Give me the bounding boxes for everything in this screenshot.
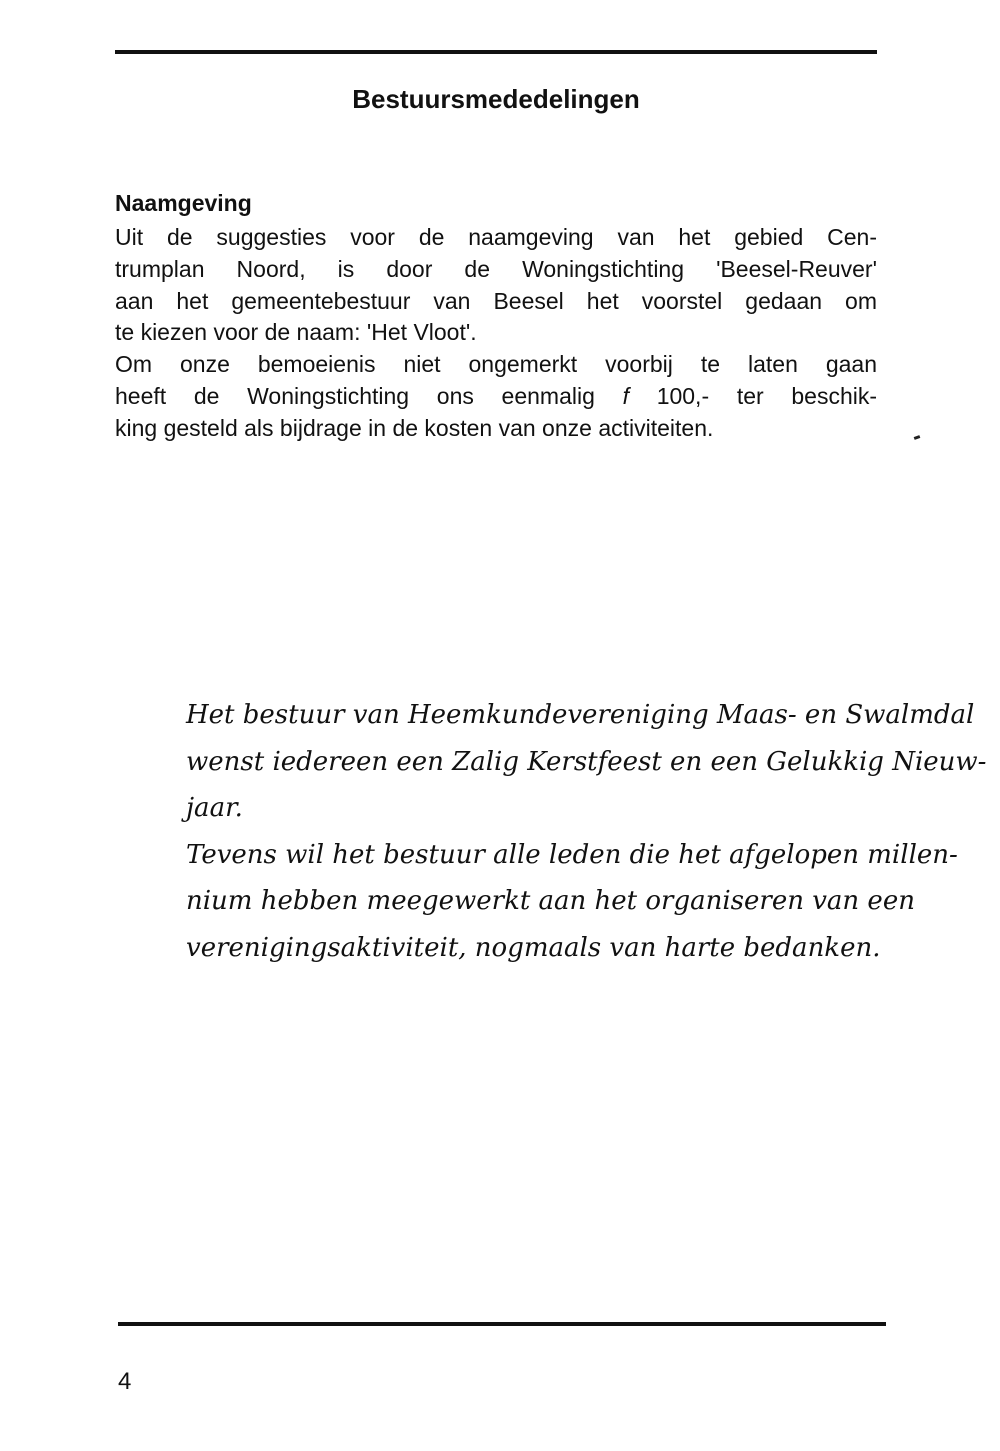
top-rule <box>115 50 877 54</box>
section-body <box>115 222 877 445</box>
body-line: te kiezen voor de naam: 'Het Vloot'. <box>115 319 477 346</box>
greeting-line: wenst iedereen een Zalig Kerstfeest en een Gelukkig Nieuw- <box>186 746 987 777</box>
greeting-line: nium hebben meegewerkt aan het organiseren van een <box>186 886 915 916</box>
body-line: aan het gemeentebestuur van Beesel het voorstel gedaan om <box>115 287 877 314</box>
amount-value: 100,- <box>656 382 710 409</box>
guilder-symbol: f <box>622 382 629 409</box>
greeting-line: Tevens wil het bestuur alle leden die het afgelopen millen- <box>186 839 958 870</box>
page-heading: Bestuursmededelingen <box>352 84 640 114</box>
body-line: Om onze bemoeienis niet ongemerkt voorbij te laten gaan <box>115 351 877 378</box>
greeting-line: jaar. <box>186 793 243 823</box>
greeting-line: Het bestuur van Heemkundevereniging Maas- en Swalmdal <box>186 700 975 730</box>
page-number: 4 <box>118 1368 132 1395</box>
body-line-end: ter beschik- <box>736 382 878 409</box>
bottom-rule <box>118 1322 886 1326</box>
body-line-start: heeft de Woningstichting ons eenmalig <box>115 382 595 409</box>
christmas-greeting <box>186 692 987 971</box>
greeting-line: verenigingsaktiviteit, nogmaals van harte bedanken. <box>186 932 881 963</box>
section-title: Naamgeving <box>115 190 252 216</box>
body-line: king gesteld als bijdrage in de kosten van onze activiteiten. <box>115 414 714 441</box>
body-line: trumplan Noord, is door de Woningstichting 'Beesel-Reuver' <box>115 255 877 282</box>
stray-mark <box>914 435 921 440</box>
body-line-amount <box>115 381 877 413</box>
body-line: Uit de suggesties voor de naamgeving van het gebied Cen- <box>115 224 877 250</box>
